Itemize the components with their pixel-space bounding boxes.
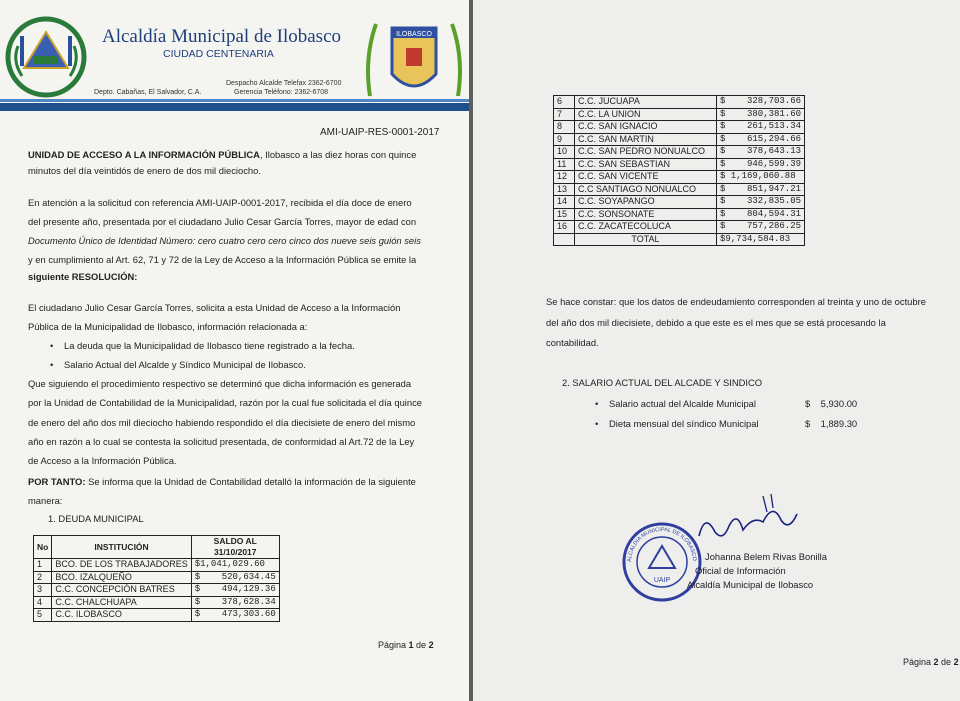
para4-line-4: año en razón a lo cual se contesta la solicitud presentada, de conformidad al Art.72 de la Ley: [28, 436, 415, 447]
section-1-heading: 1. DEUDA MUNICIPAL: [48, 513, 144, 524]
note-line-2: del año dos mil diecisiete, debido a que este es el mes que se está procesando la: [546, 317, 886, 328]
handwritten-signature: [693, 492, 803, 544]
letterhead-title: Alcaldía Municipal de Ilobasco: [102, 26, 342, 47]
col-header-balance-1: SALDO AL: [213, 536, 257, 546]
row-institution: C.C. ZACATECOLUCA: [575, 221, 717, 234]
row-amount: $ 1,169,060.88: [716, 171, 804, 184]
row-amount: $ 332,835.05: [716, 196, 804, 209]
row-amount: $ 378,628.34: [191, 596, 279, 609]
para3-line-2: Pública de la Municipalidad de Ilobasco, información relacionada a:: [28, 321, 308, 332]
row-institution: C.C. LA UNION: [575, 108, 717, 121]
table-row: [554, 221, 805, 234]
table-row: [554, 133, 805, 146]
row-institution: C.C. SAN MARTIN: [575, 133, 717, 146]
table-row: [34, 559, 280, 572]
row-no: 11: [554, 158, 575, 171]
total-blank: [554, 233, 575, 246]
table-row: [554, 108, 805, 121]
letterhead-subtitle: CIUDAD CENTENARIA: [163, 48, 274, 60]
uaip-official-seal: [621, 520, 703, 604]
debt-table-part-1: [33, 535, 280, 622]
note-line-3: contabilidad.: [546, 337, 599, 348]
table-row: [554, 196, 805, 209]
row-institution: C.C. SOYAPANGO: [575, 196, 717, 209]
row-no: 8: [554, 121, 575, 134]
row-no: 3: [34, 584, 52, 597]
row-amount: $ 851,947.21: [716, 183, 804, 196]
page-current: 1: [408, 640, 414, 650]
para2-line-4: y en cumplimiento al Art. 62, 71 y 72 de la Ley de Acceso a la Información Pública se emite la: [28, 254, 417, 265]
debt-table-part-2: [553, 95, 805, 246]
por-tanto-text: Se informa que la Unidad de Contabilidad detalló la información de la siguiente: [85, 476, 416, 487]
col-header-balance-2: 31/10/2017: [213, 547, 257, 557]
row-no: 1: [34, 559, 52, 572]
row-amount: $ 473,303.60: [191, 609, 279, 622]
table-row: [34, 571, 280, 584]
ilobasco-municipal-logo: [362, 18, 466, 100]
row-amount: $ 946,599.39: [716, 158, 804, 171]
row-amount: $ 378,643.13: [716, 146, 804, 159]
row-institution: C.C. CONCEPCIÓN BATRES: [52, 584, 191, 597]
row-no: 2: [34, 571, 52, 584]
intro-text: , Ilobasco a las diez horas con quince: [259, 149, 417, 160]
row-institution: C.C. SONSONATE: [575, 208, 717, 221]
table-row: [554, 158, 805, 171]
para4-line-1: Que siguiendo el procedimiento respectivo se determinó que dicha información es generada: [28, 378, 412, 389]
table-header-row: [34, 536, 280, 559]
para4-line-5: de Acceso a la Información Pública.: [28, 455, 177, 466]
document-page-2: [473, 0, 960, 701]
row-amount: $ 380,381.60: [716, 108, 804, 121]
total-label: TOTAL: [575, 233, 717, 246]
row-no: 13: [554, 183, 575, 196]
row-amount: $ 804,594.31: [716, 208, 804, 221]
table-row: [554, 121, 805, 134]
por-tanto-line-2: manera:: [28, 495, 63, 506]
row-amount: $ 757,286.25: [716, 221, 804, 234]
row-institution: C.C. SAN PEDRO NONUALCO: [575, 146, 717, 159]
page-number-2: [903, 656, 959, 669]
page-label: Página: [903, 657, 934, 667]
table-row: [554, 208, 805, 221]
header-divider-light: [0, 99, 469, 102]
row-institution: C.C SANTIAGO NONUALCO: [575, 183, 717, 196]
row-institution: C.C. JUCUAPA: [575, 96, 717, 109]
el-salvador-coat-of-arms-logo: [4, 16, 88, 98]
row-amount: $ 520,634.45: [191, 571, 279, 584]
row-no: 10: [554, 146, 575, 159]
row-institution: C.C. CHALCHUAPA: [52, 596, 191, 609]
row-amount: $ 615,294.66: [716, 133, 804, 146]
row-no: 12: [554, 171, 575, 184]
page-of: de: [938, 657, 954, 667]
resolution-reference: AMI-UAIP-RES-0001-2017: [320, 127, 440, 138]
seal-ring-text: ALCALDIA MUNICIPAL DE ILOBASCO: [626, 526, 698, 563]
table-row: [34, 609, 280, 622]
letterhead-address: Depto. Cabañas, El Salvador, C.A.: [94, 89, 202, 96]
intro-line-2: minutos del día veintidós de enero de dos mil dieciocho.: [28, 165, 261, 176]
row-amount: $ 261,513.34: [716, 121, 804, 134]
document-page-1: [0, 0, 469, 701]
por-tanto-bold: POR TANTO:: [28, 476, 86, 487]
row-amount: $ 494,129.36: [191, 584, 279, 597]
row-no: 15: [554, 208, 575, 221]
table-total-row: [554, 233, 805, 246]
header-divider: [0, 103, 469, 111]
salary-sindico-label: • Dieta mensual del síndico Municipal: [609, 417, 759, 430]
row-no: 16: [554, 221, 575, 234]
section-2-heading: 2. SALARIO ACTUAL DEL ALCADE Y SINDICO: [562, 377, 763, 388]
para4-line-2: por la Unidad de Contabilidad de la Municipalidad, razón por la cual fue solicitada el día quince: [28, 397, 423, 408]
intro-bold: UNIDAD DE ACCESO A LA INFORMACIÓN PÚBLICA: [28, 149, 260, 160]
page-label: Página: [378, 640, 409, 650]
row-no: 9: [554, 133, 575, 146]
page-total: 2: [428, 640, 434, 650]
page-of: de: [413, 640, 429, 650]
para2-line-5: siguiente RESOLUCIÓN:: [28, 271, 138, 282]
table-row: [34, 596, 280, 609]
row-institution: BCO. IZALQUEÑO: [52, 571, 191, 584]
salary-mayor-amount: $ 5,930.00: [805, 398, 858, 409]
row-amount: $1,041,029.60: [191, 559, 279, 572]
table-row: [554, 171, 805, 184]
table-row: [34, 584, 280, 597]
total-amount: $9,734,584.83: [716, 233, 804, 246]
page-current: 2: [933, 657, 939, 667]
intro-line-1: [28, 148, 416, 161]
col-header-balance: [191, 536, 279, 559]
col-header-institution: INSTITUCIÓN: [52, 536, 191, 559]
row-institution: C.C. SAN SEBASTIAN: [575, 158, 717, 171]
para3-line-1: El ciudadano Julio Cesar García Torres, solicita a esta Unidad de Acceso a la Información: [28, 302, 401, 313]
para2-line-3: Documento Único de Identidad Número: cero cuatro cero cero cinco dos nueve seis guión seis: [28, 235, 421, 246]
table-row: [554, 146, 805, 159]
para2-line-2: del presente año, presentada por el ciudadano Julio Cesar García Torres, mayor de edad con: [28, 216, 417, 227]
signer-organization: Alcaldía Municipal de Ilobasco: [687, 579, 814, 590]
logo-banner-text: ILOBASCO: [396, 31, 432, 38]
page-number-1: [378, 639, 434, 652]
row-no: 14: [554, 196, 575, 209]
row-institution: C.C. SAN VICENTE: [575, 171, 717, 184]
signer-name: Johanna Belem Rivas Bonilla: [705, 551, 827, 562]
salary-mayor-label: • Salario actual del Alcalde Municipal: [609, 397, 756, 410]
por-tanto-line: [28, 475, 416, 488]
request-bullet-1: • La deuda que la Municipalidad de Ilobasco tiene registrado a la fecha.: [64, 339, 355, 352]
row-no: 5: [34, 609, 52, 622]
para4-line-3: de enero del año dos mil dieciocho habiendo respondido el día diecisiete de enero del mismo: [28, 417, 416, 428]
note-line-1: Se hace constar: que los datos de endeudamiento corresponden al treinta y uno de octubre: [546, 296, 926, 307]
seal-center-text: UAIP: [653, 577, 671, 584]
letterhead-phone-2: Gerencia Teléfono: 2362-6708: [234, 89, 329, 96]
row-institution: C.C. SAN IGNACIO: [575, 121, 717, 134]
table-row: [554, 183, 805, 196]
row-no: 7: [554, 108, 575, 121]
table-row: [554, 96, 805, 109]
request-bullet-2: • Salario Actual del Alcalde y Síndico Municipal de Ilobasco.: [64, 358, 306, 371]
row-institution: C.C. ILOBASCO: [52, 609, 191, 622]
col-header-no: No: [34, 536, 52, 559]
signer-title: Oficial de Información: [695, 565, 786, 576]
row-no: 4: [34, 596, 52, 609]
para2-line-1: En atención a la solicitud con referencia AMI-UAIP-0001-2017, recibida el día doce de enero: [28, 197, 412, 208]
letterhead-phone-1: Despacho Alcalde Telefax 2362-6700: [226, 80, 342, 87]
salary-sindico-amount: $ 1,889.30: [805, 418, 858, 429]
page-total: 2: [953, 657, 959, 667]
row-amount: $ 328,703.66: [716, 96, 804, 109]
row-institution: BCO. DE LOS TRABAJADORES: [52, 559, 191, 572]
row-no: 6: [554, 96, 575, 109]
